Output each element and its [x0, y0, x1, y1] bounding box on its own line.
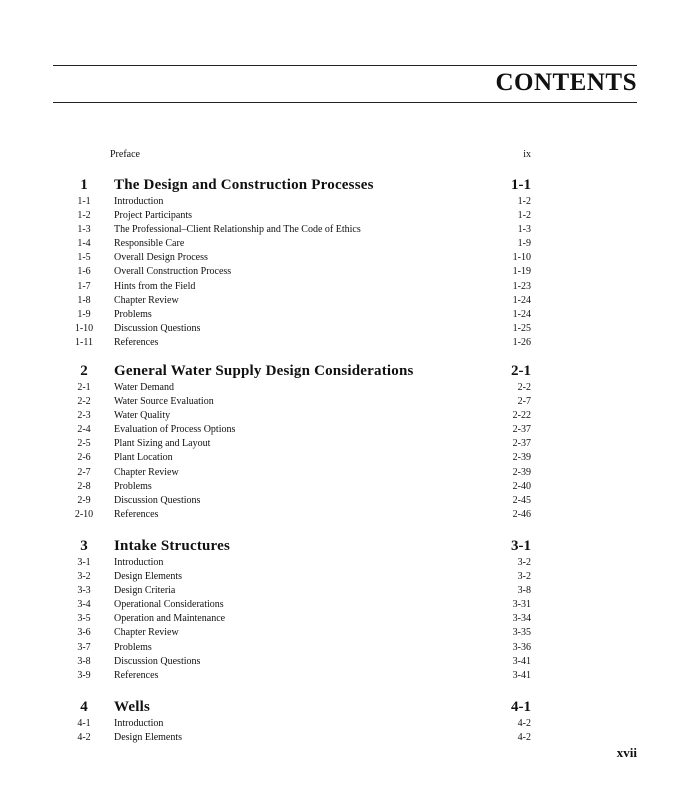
section-number: 2-2	[77, 396, 91, 408]
section-page: 1-26	[512, 336, 531, 348]
section-title: Evaluation of Process Options	[114, 424, 236, 436]
section-number: 2-8	[77, 480, 91, 492]
chapter-number: 3	[80, 538, 88, 554]
section-number: 3-1	[77, 557, 91, 568]
section-title: Operation and Maintenance	[114, 613, 226, 625]
toc-entry[interactable]	[0, 451, 689, 465]
section-number: 4-2	[77, 732, 91, 744]
section-title: Operational Considerations	[114, 599, 224, 611]
section-page: 3-31	[512, 599, 531, 611]
chapter-heading[interactable]	[0, 538, 689, 556]
section-number: 1-10	[74, 322, 94, 334]
page-title: CONTENTS	[495, 69, 637, 96]
toc-entry[interactable]	[0, 494, 689, 508]
section-page: 2-39	[512, 452, 531, 464]
section-title: Problems	[114, 308, 152, 320]
chapter-heading[interactable]	[0, 363, 689, 381]
section-page: 2-2	[517, 382, 531, 393]
section-list	[0, 556, 689, 683]
chapter-number: 2	[80, 363, 88, 379]
toc-entry[interactable]	[0, 237, 689, 251]
section-title: Water Quality	[114, 410, 171, 422]
section-page: 1-3	[517, 224, 531, 236]
toc-entry[interactable]	[0, 294, 689, 308]
section-title: Overall Construction Process	[114, 266, 232, 278]
chapter-page: 4-1	[511, 699, 531, 715]
section-title: Discussion Questions	[114, 655, 201, 667]
section-number: 2-1	[77, 382, 91, 393]
section-page: 1-23	[512, 280, 531, 292]
toc-entry[interactable]	[0, 731, 689, 745]
toc-entry[interactable]	[0, 336, 689, 350]
section-title: Project Participants	[114, 210, 193, 222]
section-title: Plant Sizing and Layout	[114, 438, 211, 450]
chapter-title: Intake Structures	[114, 538, 231, 554]
toc-entry[interactable]	[0, 669, 689, 683]
section-page: 1-24	[512, 294, 531, 306]
preface-page: ix	[523, 149, 531, 160]
section-title: References	[114, 508, 159, 520]
section-page: 3-34	[512, 613, 531, 625]
toc-entry[interactable]	[0, 655, 689, 669]
section-number: 1-4	[77, 238, 91, 250]
chapter-section	[0, 538, 689, 683]
preface-entry[interactable]	[0, 149, 689, 163]
section-number: 1-3	[77, 224, 91, 236]
section-number: 2-4	[77, 424, 91, 436]
section-list	[0, 195, 689, 350]
section-number: 3-5	[77, 613, 91, 625]
chapter-title: General Water Supply Design Considerations	[114, 363, 414, 379]
toc-entry[interactable]	[0, 265, 689, 279]
section-page: 3-2	[517, 557, 531, 568]
section-page: 4-2	[517, 718, 531, 729]
toc-entry[interactable]	[0, 612, 689, 626]
section-number: 2-7	[77, 466, 91, 478]
section-title: References	[114, 336, 159, 348]
section-page: 1-19	[512, 266, 531, 278]
section-title: Problems	[114, 641, 152, 653]
section-page: 1-9	[517, 238, 531, 250]
preface-label: Preface	[110, 149, 140, 160]
toc-entry[interactable]	[0, 584, 689, 598]
section-number: 1-11	[75, 336, 93, 348]
chapter-page: 1-1	[511, 177, 531, 193]
section-title: Hints from the Field	[114, 280, 196, 292]
toc-entry[interactable]	[0, 280, 689, 294]
toc-entry[interactable]	[0, 641, 689, 655]
chapter-section	[0, 177, 689, 350]
section-number: 2-6	[77, 452, 91, 464]
section-number: 1-5	[77, 252, 91, 264]
bottom-rule	[53, 102, 637, 103]
toc-entry[interactable]	[0, 308, 689, 322]
toc-entry[interactable]	[0, 209, 689, 223]
top-rule	[53, 65, 637, 66]
toc-entry[interactable]	[0, 508, 689, 522]
toc-entry[interactable]	[0, 381, 689, 395]
section-number: 4-1	[77, 718, 91, 729]
section-number: 1-6	[77, 266, 91, 278]
toc-entry[interactable]	[0, 322, 689, 336]
toc-entry[interactable]	[0, 556, 689, 570]
section-number: 3-2	[77, 571, 91, 583]
section-title: Chapter Review	[114, 627, 179, 639]
section-number: 2-5	[77, 438, 91, 450]
section-page: 1-10	[512, 252, 531, 264]
section-list	[0, 717, 689, 745]
chapter-number: 1	[80, 177, 88, 193]
page-number: xvii	[616, 745, 637, 760]
section-page: 2-40	[512, 480, 531, 492]
chapter-page: 2-1	[511, 363, 531, 379]
section-title: Overall Design Process	[114, 252, 208, 264]
section-page: 2-22	[512, 410, 531, 422]
section-title: References	[114, 669, 159, 681]
toc-entry[interactable]	[0, 480, 689, 494]
chapter-heading[interactable]	[0, 699, 689, 717]
toc-entry[interactable]	[0, 466, 689, 480]
section-title: Plant Location	[114, 452, 173, 464]
section-page: 2-45	[512, 494, 531, 506]
section-page: 1-2	[517, 210, 531, 222]
section-title: Design Elements	[114, 571, 183, 583]
section-page: 1-25	[512, 322, 531, 334]
section-page: 4-2	[517, 732, 531, 744]
section-number: 2-3	[77, 410, 91, 422]
section-page: 3-8	[517, 585, 531, 597]
chapter-section	[0, 363, 689, 522]
section-page: 3-35	[512, 627, 531, 639]
section-title: Chapter Review	[114, 294, 179, 306]
section-number: 3-3	[77, 585, 91, 597]
section-number: 3-8	[77, 655, 91, 667]
section-title: Water Source Evaluation	[114, 396, 214, 408]
chapter-title: The Design and Construction Processes	[114, 177, 374, 193]
section-title: Problems	[114, 480, 152, 492]
section-number: 3-4	[77, 599, 91, 611]
section-title: Introduction	[114, 718, 164, 729]
toc-entry[interactable]	[0, 437, 689, 451]
section-title: Chapter Review	[114, 466, 179, 478]
toc-entry[interactable]	[0, 423, 689, 437]
section-number: 1-7	[77, 280, 91, 292]
section-number: 2-9	[77, 494, 91, 506]
toc-entry[interactable]	[0, 251, 689, 265]
section-page: 2-46	[512, 508, 531, 520]
section-page: 2-37	[512, 438, 531, 450]
section-number: 1-1	[77, 196, 91, 207]
section-page: 1-2	[517, 196, 531, 207]
chapter-section	[0, 699, 689, 745]
section-number: 3-7	[77, 641, 91, 653]
section-title: Design Criteria	[114, 585, 176, 597]
section-number: 1-8	[77, 294, 91, 306]
toc-entry[interactable]	[0, 717, 689, 731]
section-number: 3-6	[77, 627, 91, 639]
section-number: 1-2	[77, 210, 91, 222]
section-title: Design Elements	[114, 732, 183, 744]
toc-entry[interactable]	[0, 598, 689, 612]
toc-entry[interactable]	[0, 409, 689, 423]
section-page: 2-39	[512, 466, 531, 478]
toc-entry[interactable]	[0, 626, 689, 640]
toc-entry[interactable]	[0, 223, 689, 237]
section-number: 2-10	[74, 508, 94, 520]
section-page: 3-41	[512, 669, 531, 681]
section-number: 3-9	[77, 669, 91, 681]
section-title: Water Demand	[114, 382, 174, 393]
toc-entry[interactable]	[0, 570, 689, 584]
section-list	[0, 381, 689, 522]
section-page: 3-2	[517, 571, 531, 583]
toc-entry[interactable]	[0, 195, 689, 209]
section-number: 1-9	[77, 308, 91, 320]
section-title: Introduction	[114, 557, 164, 568]
section-page: 2-37	[512, 424, 531, 436]
chapter-title: Wells	[114, 699, 151, 715]
chapter-number: 4	[80, 699, 88, 715]
section-page: 3-36	[512, 641, 531, 653]
section-title: Discussion Questions	[114, 322, 201, 334]
section-title: Introduction	[114, 196, 164, 207]
section-title: Discussion Questions	[114, 494, 201, 506]
section-page: 3-41	[512, 655, 531, 667]
section-page: 1-24	[512, 308, 531, 320]
section-title: Responsible Care	[114, 238, 185, 250]
chapter-page: 3-1	[511, 538, 531, 554]
section-title: The Professional–Client Relationship and The Code of Ethics	[114, 224, 361, 236]
chapter-heading[interactable]	[0, 177, 689, 195]
toc-entry[interactable]	[0, 395, 689, 409]
section-page: 2-7	[517, 396, 531, 408]
